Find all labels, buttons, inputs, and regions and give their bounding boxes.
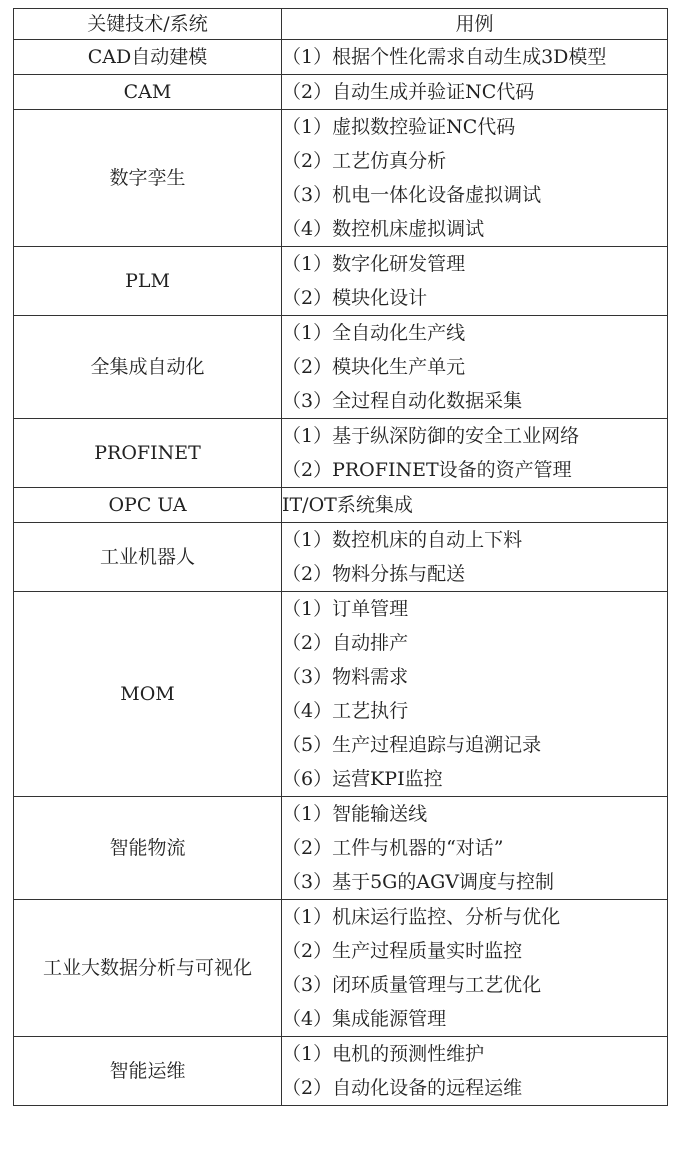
use-case-item: （4）集成能源管理 xyxy=(282,1008,447,1030)
use-case-cell xyxy=(282,797,668,900)
use-case-item: （2）模块化生产单元 xyxy=(282,356,466,378)
use-case-item: （1）机床运行监控、分析与优化 xyxy=(282,906,561,928)
technology-cell: 智能物流 xyxy=(14,797,282,900)
technology-cell: MOM xyxy=(14,592,282,797)
table-row xyxy=(14,523,668,592)
use-case-cell xyxy=(282,592,668,797)
use-case-cell xyxy=(282,900,668,1037)
technology-use-case-table xyxy=(13,8,668,1106)
use-case-item: （2）自动化设备的远程运维 xyxy=(282,1077,523,1099)
technology-cell: 数字孪生 xyxy=(14,110,282,247)
technology-cell: 全集成自动化 xyxy=(14,316,282,419)
table-row xyxy=(14,247,668,316)
table-row xyxy=(14,488,668,523)
use-case-cell xyxy=(282,1037,668,1106)
table-header xyxy=(14,9,668,40)
technology-cell: OPC UA xyxy=(14,488,282,523)
header-row xyxy=(14,9,668,40)
use-case-item: （4）工艺执行 xyxy=(282,700,409,722)
use-case-cell xyxy=(282,523,668,592)
header-use-cases: 用例 xyxy=(282,9,668,40)
use-case-item: （2）自动生成并验证NC代码 xyxy=(282,81,535,103)
use-case-item: （5）生产过程追踪与追溯记录 xyxy=(282,734,542,756)
use-case-item: （2）PROFINET设备的资产管理 xyxy=(282,459,572,481)
table-row xyxy=(14,592,668,797)
table-body xyxy=(14,40,668,1106)
use-case-item: （1）根据个性化需求自动生成3D模型 xyxy=(282,46,607,68)
technology-cell: PROFINET xyxy=(14,419,282,488)
use-case-item: （1）基于纵深防御的安全工业网络 xyxy=(282,425,580,447)
use-case-cell xyxy=(282,316,668,419)
technology-cell: 工业机器人 xyxy=(14,523,282,592)
use-case-item: （3）物料需求 xyxy=(282,666,409,688)
use-case-item: IT/OT系统集成 xyxy=(282,494,413,516)
table-row xyxy=(14,316,668,419)
use-case-item: （2）模块化设计 xyxy=(282,287,428,309)
use-case-item: （3）机电一体化设备虚拟调试 xyxy=(282,184,542,206)
technology-cell: CAD自动建模 xyxy=(14,40,282,75)
use-case-item: （4）数控机床虚拟调试 xyxy=(282,218,485,240)
use-case-cell xyxy=(282,75,668,110)
use-case-cell xyxy=(282,110,668,247)
table-row xyxy=(14,797,668,900)
header-technology: 关键技术/系统 xyxy=(14,9,282,40)
use-case-item: （3）全过程自动化数据采集 xyxy=(282,390,523,412)
use-case-item: （2）工件与机器的“对话” xyxy=(282,837,504,859)
use-case-item: （1）智能输送线 xyxy=(282,803,428,825)
use-case-item: （1）数字化研发管理 xyxy=(282,253,466,275)
table-row xyxy=(14,110,668,247)
use-case-cell xyxy=(282,247,668,316)
use-case-item: （3）闭环质量管理与工艺优化 xyxy=(282,974,542,996)
use-case-item: （2）工艺仿真分析 xyxy=(282,150,447,172)
table-row xyxy=(14,1037,668,1106)
use-case-item: （1）全自动化生产线 xyxy=(282,322,466,344)
use-case-item: （1）订单管理 xyxy=(282,598,409,620)
table-row xyxy=(14,900,668,1037)
table-row xyxy=(14,419,668,488)
technology-cell: 智能运维 xyxy=(14,1037,282,1106)
use-case-item: （6）运营KPI监控 xyxy=(282,768,443,790)
use-case-item: （2）物料分拣与配送 xyxy=(282,563,466,585)
use-case-cell xyxy=(282,40,668,75)
use-case-cell xyxy=(282,419,668,488)
use-case-item: （2）生产过程质量实时监控 xyxy=(282,940,523,962)
use-case-item: （1）虚拟数控验证NC代码 xyxy=(282,116,516,138)
use-case-item: （3）基于5G的AGV调度与控制 xyxy=(282,871,554,893)
use-case-cell xyxy=(282,488,668,523)
use-case-item: （2）自动排产 xyxy=(282,632,409,654)
technology-cell: PLM xyxy=(14,247,282,316)
use-case-item: （1）电机的预测性维护 xyxy=(282,1043,485,1065)
use-case-item: （1）数控机床的自动上下料 xyxy=(282,529,523,551)
table-row xyxy=(14,40,668,75)
table-row xyxy=(14,75,668,110)
technology-cell: 工业大数据分析与可视化 xyxy=(14,900,282,1037)
technology-cell: CAM xyxy=(14,75,282,110)
